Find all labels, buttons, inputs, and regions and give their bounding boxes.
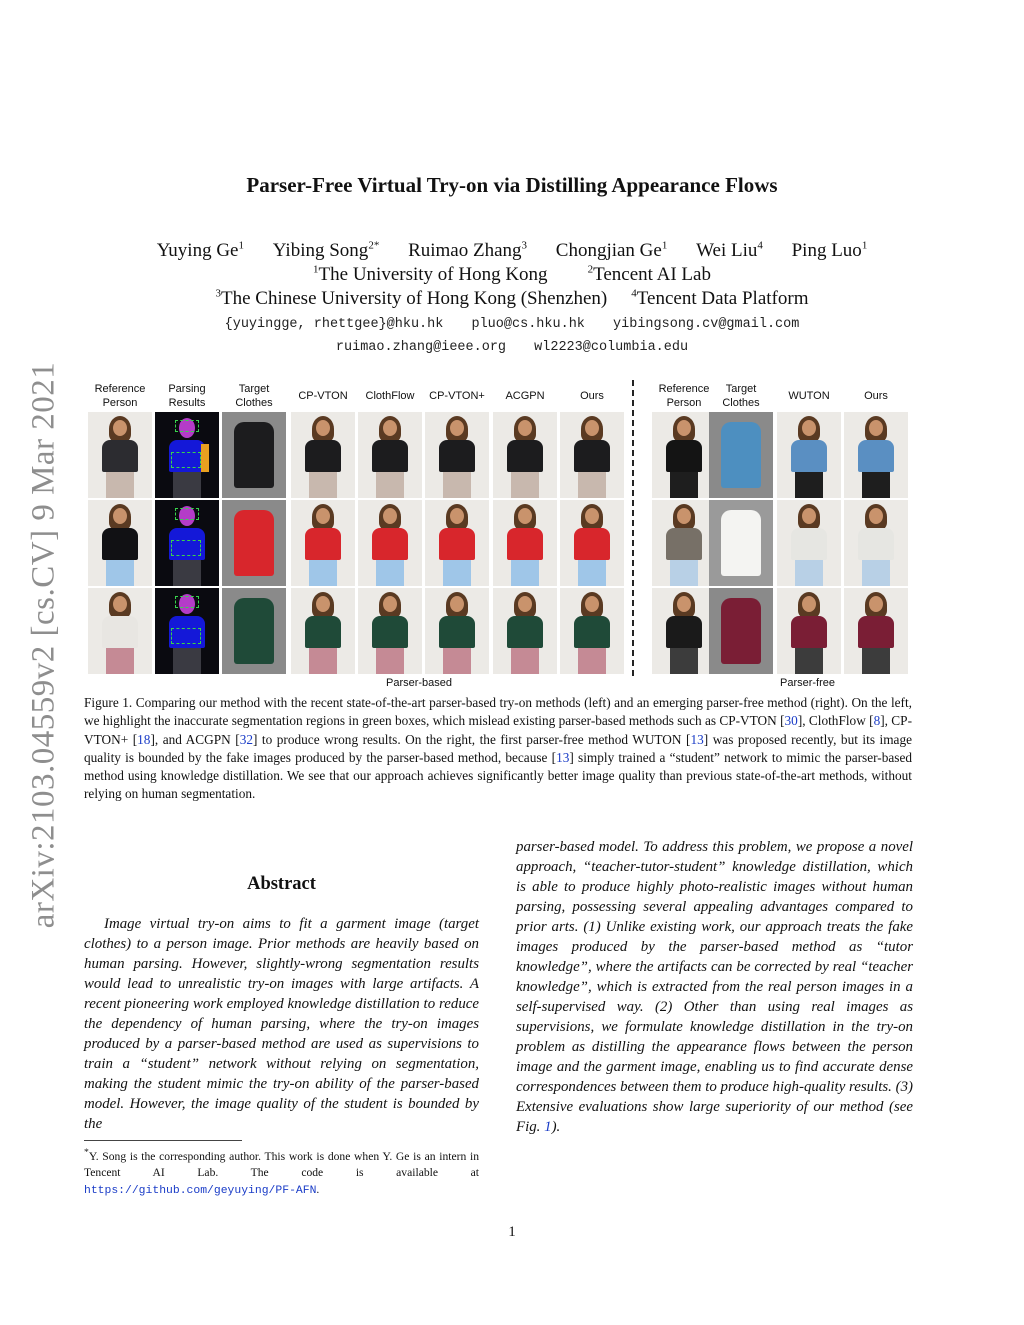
try-on-result-image	[425, 500, 489, 586]
try-on-result-image	[560, 412, 624, 498]
author-list	[0, 240, 1024, 262]
column-header: Reference Person	[658, 383, 710, 409]
email: yibingsong.cv@gmail.com	[613, 317, 800, 332]
group-label-parser-based: Parser-based	[386, 677, 453, 689]
affiliation: $^2$Tencent AI Lab	[587, 264, 711, 286]
author: Yibing Song$^{2*}$	[272, 240, 380, 262]
column-header: ACGPN	[505, 390, 545, 402]
try-on-result-image	[425, 412, 489, 498]
citation-link[interactable]: 8	[873, 713, 881, 729]
author: Yuying Ge$^1$	[156, 240, 244, 262]
try-on-result-image	[291, 500, 355, 586]
code-link[interactable]: https://github.com/geyuying/PF-AFN	[84, 1184, 317, 1197]
try-on-result-image	[777, 588, 841, 674]
try-on-result-image	[291, 588, 355, 674]
try-on-result-image	[88, 500, 152, 586]
column-header: Target Clothes	[722, 383, 760, 409]
figure-link[interactable]: 1	[544, 1119, 552, 1135]
abstract-text: Image virtual try-on aims to fit a garment image (target clothes) to a person image. Prior methods are heavily based on human parsing. However, slightly-wrong segmentation results would lead to unrealistic try-on images with large artifacts. A recent pioneering work employed knowledge distillation to reduce the dependency of human parsing, where the try-on images produced by a parser-based method are used as supervisions to train a “student” network without relying on segmentation, making the student mimic the try-on ability of the parser-based model. However, the image quality of the student is bounded by the	[84, 916, 479, 1132]
try-on-result-image	[425, 588, 489, 674]
try-on-result-image	[493, 588, 557, 674]
column-header: WUTON	[788, 390, 830, 402]
parsing-result-image	[155, 500, 219, 586]
affiliation: $^4$Tencent Data Platform	[631, 288, 809, 310]
column-header: Target Clothes	[235, 383, 273, 409]
figure-divider	[632, 380, 634, 676]
citation-link[interactable]: 13	[556, 749, 570, 765]
try-on-result-image	[493, 412, 557, 498]
paper-title: Parser-Free Virtual Try-on via Distilling Appearance Flows	[246, 173, 778, 197]
email-line	[0, 317, 1024, 332]
try-on-result-image	[777, 500, 841, 586]
target-clothes-image	[709, 588, 773, 674]
try-on-result-image	[358, 412, 422, 498]
email: ruimao.zhang@ieee.org	[335, 340, 507, 355]
column-header: Ours	[864, 390, 888, 402]
try-on-result-image	[358, 588, 422, 674]
author: Ruimao Zhang$^3$	[408, 240, 528, 262]
target-clothes-image	[222, 588, 286, 674]
target-clothes-image	[222, 500, 286, 586]
citation-link[interactable]: 30	[784, 713, 798, 729]
parsing-result-image	[155, 588, 219, 674]
try-on-result-image	[652, 412, 716, 498]
try-on-result-image	[844, 588, 908, 674]
try-on-result-image	[652, 500, 716, 586]
try-on-result-image	[844, 412, 908, 498]
try-on-result-image	[88, 412, 152, 498]
figure-caption: Figure 1. Comparing our method with the recent state-of-the-art parser-based try-on methods (left) and an emerging parser-free method (right). On the left, we highlight the inaccurate segmentation regions in green boxes, which mislead existing parser-based methods such as CP-VTON [30], ClothFlow [8], CP-VTON+ [18], and ACGPN [32] to produce wrong results. On the right, the first parser-free method WUTON [13] was proposed recently, but its image quality is bounded by the fake images produced by the parser-based method, because [13] simply trained a “student” network to mimic the parser-based method using knowledge distillation. We see that our approach achieves significantly better image quality than previous state-of-the-art methods, without relying on human segmentation.	[84, 695, 912, 802]
target-clothes-image	[709, 500, 773, 586]
footnote-rule	[84, 1140, 242, 1141]
email: wl2223@columbia.edu	[534, 340, 689, 355]
column-header: Ours	[580, 390, 604, 402]
try-on-result-image	[88, 588, 152, 674]
email: pluo@cs.hku.hk	[471, 317, 585, 332]
affiliation-line	[0, 288, 1024, 310]
footnote: *Y. Song is the corresponding author. This work is done when Y. Ge is an intern in Tencent AI Lab. The code is available at https://github.com/geyuying/PF-AFN.	[84, 1147, 479, 1197]
try-on-result-image	[493, 500, 557, 586]
citation-link[interactable]: 13	[690, 731, 704, 747]
try-on-result-image	[777, 412, 841, 498]
target-clothes-image	[709, 412, 773, 498]
affiliation: $^3$The Chinese University of Hong Kong (Shenzhen)	[215, 288, 608, 310]
group-label-parser-free: Parser-free	[780, 677, 836, 689]
page-number: 1	[508, 1224, 516, 1240]
column-header: Reference Person	[94, 383, 146, 409]
try-on-result-image	[652, 588, 716, 674]
author: Chongjian Ge$^1$	[555, 240, 668, 262]
citation-link[interactable]: 18	[137, 731, 151, 747]
teaser-figure	[86, 378, 912, 690]
column-header: Parsing Results	[168, 383, 206, 409]
author: Wei Liu$^4$	[696, 240, 763, 262]
citation-link[interactable]: 32	[239, 731, 253, 747]
target-clothes-image	[222, 412, 286, 498]
arxiv-identifier: arXiv:2103.04559v2 [cs.CV] 9 Mar 2021	[25, 361, 62, 929]
try-on-result-image	[560, 500, 624, 586]
abstract-heading: Abstract	[247, 874, 316, 894]
column-header: CP-VTON	[298, 390, 348, 402]
abstract-continued: parser-based model. To address this problem, we propose a novel approach, “teacher-tutor-student” knowledge distillation, which is able to produce highly photo-realistic images without human parsing, possessing several appealing advantages compared to prior arts. (1) Unlike existing work, our approach treats the fake images produced by the parser-based method as “tutor knowledge”, where the artifacts can be corrected by real “teacher knowledge”, which is extracted from the real person images in a self-supervised way. (2) Other than using real images as supervisions, we formulate knowledge distillation in the try-on problem as distilling the appearance flows between the person image and the garment image, enabling us to find accurate dense correspondences between them to produce high-quality results. (3) Extensive evaluations show large superiority of our method (see Fig. 1).	[516, 839, 913, 1135]
column-header: ClothFlow	[365, 390, 415, 402]
email: {yuyingge, rhettgee}@hku.hk	[224, 317, 444, 332]
parsing-result-image	[155, 412, 219, 498]
author: Ping Luo$^1$	[791, 240, 868, 262]
column-header: CP-VTON+	[429, 390, 485, 402]
try-on-result-image	[844, 500, 908, 586]
affiliation-line	[0, 264, 1024, 286]
try-on-result-image	[291, 412, 355, 498]
email-line	[0, 340, 1024, 355]
try-on-result-image	[358, 500, 422, 586]
try-on-result-image	[560, 588, 624, 674]
affiliation: $^1$The University of Hong Kong	[313, 264, 548, 286]
